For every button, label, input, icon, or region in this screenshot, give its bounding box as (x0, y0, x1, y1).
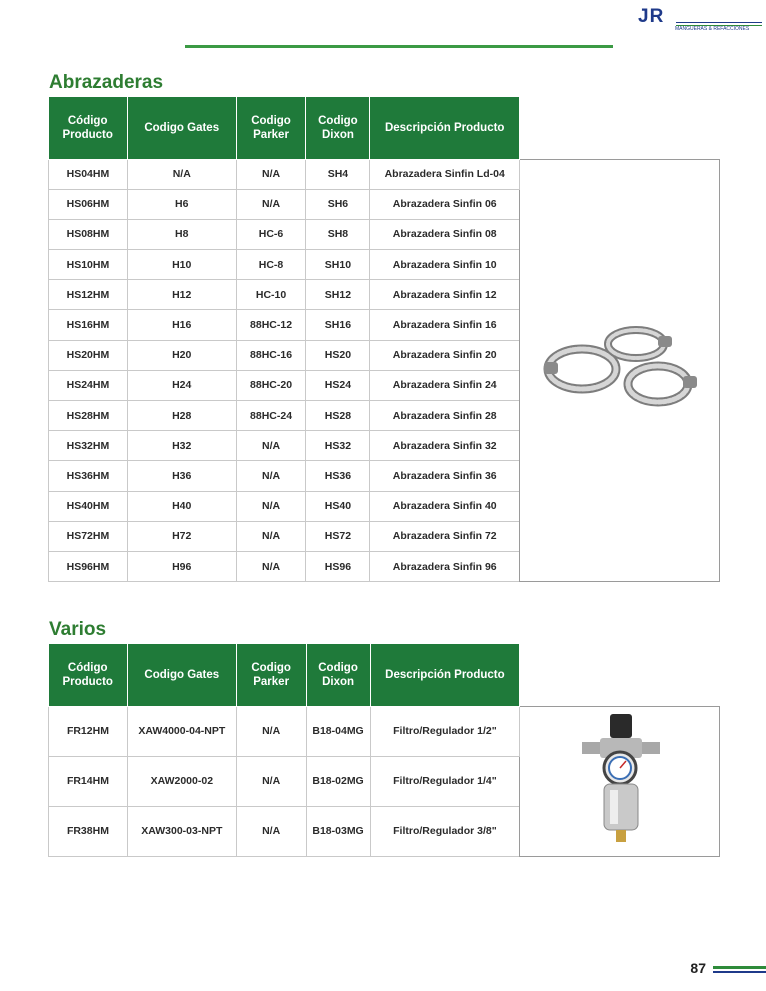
cell-codigo-parker: 88HC-16 (236, 340, 306, 370)
cell-codigo-gates: XAW300-03-NPT (127, 806, 236, 856)
page-number: 87 (690, 960, 706, 976)
header-text: Codigo (318, 661, 358, 674)
cell-codigo-dixon: SH12 (306, 280, 370, 310)
section-title-abrazaderas: Abrazaderas (49, 72, 164, 93)
abrazaderas-table (48, 97, 720, 582)
cell-descripcion: Filtro/Regulador 1/2" (370, 706, 520, 756)
header-codigo-producto (49, 97, 128, 159)
footer-line-blue (713, 971, 766, 973)
cell-codigo-gates: H28 (127, 401, 236, 431)
cell-codigo-gates: H16 (127, 310, 236, 340)
cell-codigo-parker: N/A (236, 461, 306, 491)
header-codigo-gates (127, 644, 236, 706)
header-codigo-parker (236, 644, 306, 706)
cell-codigo-dixon: HS40 (306, 491, 370, 521)
cell-codigo-parker: N/A (236, 431, 306, 461)
cell-descripcion: Abrazadera Sinfin 72 (370, 521, 520, 551)
cell-codigo-gates: H32 (127, 431, 236, 461)
cell-codigo-parker: N/A (236, 159, 306, 189)
cell-codigo-parker: N/A (236, 706, 306, 756)
cell-codigo-parker: 88HC-20 (236, 370, 306, 400)
cell-codigo-parker: N/A (236, 521, 306, 551)
header-descripcion (370, 644, 520, 706)
table-row (49, 159, 720, 189)
cell-codigo-dixon: SH6 (306, 189, 370, 219)
cell-descripcion: Abrazadera Sinfin Ld-04 (370, 159, 520, 189)
top-divider-line (185, 45, 613, 48)
cell-descripcion: Abrazadera Sinfin 32 (370, 431, 520, 461)
cell-codigo-producto: HS04HM (49, 159, 128, 189)
product-image-cell (520, 706, 720, 856)
cell-codigo-producto: HS10HM (49, 250, 128, 280)
table-header-row (49, 97, 720, 159)
cell-codigo-parker: N/A (236, 189, 306, 219)
header-descripcion (370, 97, 520, 159)
header-text: Codigo (251, 661, 291, 674)
section-title-varios: Varios (49, 619, 107, 640)
header-text: Producto (62, 128, 113, 141)
cell-codigo-producto: HS20HM (49, 340, 128, 370)
header-blank (520, 97, 720, 159)
cell-codigo-producto: HS12HM (49, 280, 128, 310)
cell-descripcion: Abrazadera Sinfin 28 (370, 401, 520, 431)
cell-descripcion: Abrazadera Sinfin 06 (370, 189, 520, 219)
cell-codigo-producto: HS96HM (49, 551, 128, 581)
cell-codigo-producto: HS72HM (49, 521, 128, 551)
cell-descripcion: Abrazadera Sinfin 36 (370, 461, 520, 491)
company-logo (638, 6, 766, 36)
cell-codigo-gates: H24 (127, 370, 236, 400)
header-codigo-producto (49, 644, 128, 706)
cell-codigo-dixon: B18-02MG (306, 756, 370, 806)
cell-descripcion: Abrazadera Sinfin 10 (370, 250, 520, 280)
cell-codigo-gates: H96 (127, 551, 236, 581)
header-text: Producto (62, 675, 113, 688)
cell-codigo-gates: H20 (127, 340, 236, 370)
cell-codigo-dixon: HS24 (306, 370, 370, 400)
cell-descripcion: Abrazadera Sinfin 24 (370, 370, 520, 400)
cell-codigo-gates: H36 (127, 461, 236, 491)
cell-codigo-gates: N/A (127, 159, 236, 189)
cell-codigo-producto: FR12HM (49, 706, 128, 756)
cell-codigo-gates: H8 (127, 219, 236, 249)
header-codigo-gates (127, 97, 236, 159)
header-blank (520, 644, 720, 706)
cell-codigo-parker: N/A (236, 491, 306, 521)
cell-codigo-parker: 88HC-12 (236, 310, 306, 340)
logo-line-blue (676, 22, 762, 23)
filter-regulator-image (570, 710, 670, 850)
header-text: Codigo Gates (144, 121, 220, 134)
header-text: Codigo (251, 114, 291, 127)
cell-codigo-producto: HS28HM (49, 401, 128, 431)
header-text: Descripción Producto (385, 668, 505, 681)
cell-codigo-producto: FR38HM (49, 806, 128, 856)
cell-codigo-producto: FR14HM (49, 756, 128, 806)
header-text: Código (67, 114, 108, 127)
cell-codigo-parker: HC-6 (236, 219, 306, 249)
cell-codigo-producto: HS16HM (49, 310, 128, 340)
logo-subtitle: MANGUERAS & REFACCIONES (675, 26, 750, 32)
cell-codigo-parker: 88HC-24 (236, 401, 306, 431)
cell-descripcion: Filtro/Regulador 3/8" (370, 806, 520, 856)
cell-codigo-dixon: SH16 (306, 310, 370, 340)
header-codigo-dixon (306, 97, 370, 159)
header-codigo-parker (236, 97, 306, 159)
header-text: Descripción Producto (384, 121, 505, 134)
table-row (49, 706, 720, 756)
cell-codigo-dixon: B18-04MG (306, 706, 370, 756)
header-text: Parker (253, 128, 289, 141)
header-text: Codigo (318, 114, 358, 127)
cell-codigo-gates: H12 (127, 280, 236, 310)
header-text: Dixon (321, 128, 354, 141)
cell-codigo-gates: H72 (127, 521, 236, 551)
cell-codigo-dixon: HS72 (306, 521, 370, 551)
cell-codigo-dixon: SH10 (306, 250, 370, 280)
header-text: Dixon (322, 675, 355, 688)
cell-codigo-dixon: HS32 (306, 431, 370, 461)
cell-codigo-producto: HS40HM (49, 491, 128, 521)
cell-descripcion: Abrazadera Sinfin 40 (370, 491, 520, 521)
cell-codigo-producto: HS24HM (49, 370, 128, 400)
header-text: Código (67, 661, 108, 674)
varios-table (48, 644, 720, 857)
cell-codigo-gates: H40 (127, 491, 236, 521)
cell-descripcion: Filtro/Regulador 1/4" (370, 756, 520, 806)
cell-codigo-dixon: HS20 (306, 340, 370, 370)
cell-descripcion: Abrazadera Sinfin 12 (370, 280, 520, 310)
header-text: Parker (253, 675, 290, 688)
cell-codigo-gates: H6 (127, 189, 236, 219)
cell-codigo-producto: HS32HM (49, 431, 128, 461)
cell-codigo-producto: HS36HM (49, 461, 128, 491)
header-text: Codigo Gates (144, 668, 220, 681)
cell-codigo-parker: HC-10 (236, 280, 306, 310)
cell-descripcion: Abrazadera Sinfin 16 (370, 310, 520, 340)
cell-codigo-gates: H10 (127, 250, 236, 280)
product-image-cell (520, 159, 720, 582)
logo-text: JR (638, 6, 665, 27)
cell-codigo-dixon: HS96 (306, 551, 370, 581)
cell-codigo-gates: XAW4000-04-NPT (127, 706, 236, 756)
cell-codigo-dixon: HS36 (306, 461, 370, 491)
cell-descripcion: Abrazadera Sinfin 96 (370, 551, 520, 581)
hose-clamp-image (530, 314, 710, 424)
cell-codigo-parker: N/A (236, 806, 306, 856)
cell-codigo-parker: HC-8 (236, 250, 306, 280)
table-header-row (49, 644, 720, 706)
cell-descripcion: Abrazadera Sinfin 20 (370, 340, 520, 370)
cell-codigo-dixon: B18-03MG (306, 806, 370, 856)
cell-codigo-dixon: SH8 (306, 219, 370, 249)
cell-codigo-parker: N/A (236, 756, 306, 806)
cell-codigo-producto: HS08HM (49, 219, 128, 249)
cell-codigo-gates: XAW2000-02 (127, 756, 236, 806)
cell-codigo-producto: HS06HM (49, 189, 128, 219)
footer-line-green (713, 966, 766, 969)
cell-codigo-dixon: SH4 (306, 159, 370, 189)
header-codigo-dixon (306, 644, 370, 706)
cell-descripcion: Abrazadera Sinfin 08 (370, 219, 520, 249)
cell-codigo-parker: N/A (236, 551, 306, 581)
cell-codigo-dixon: HS28 (306, 401, 370, 431)
